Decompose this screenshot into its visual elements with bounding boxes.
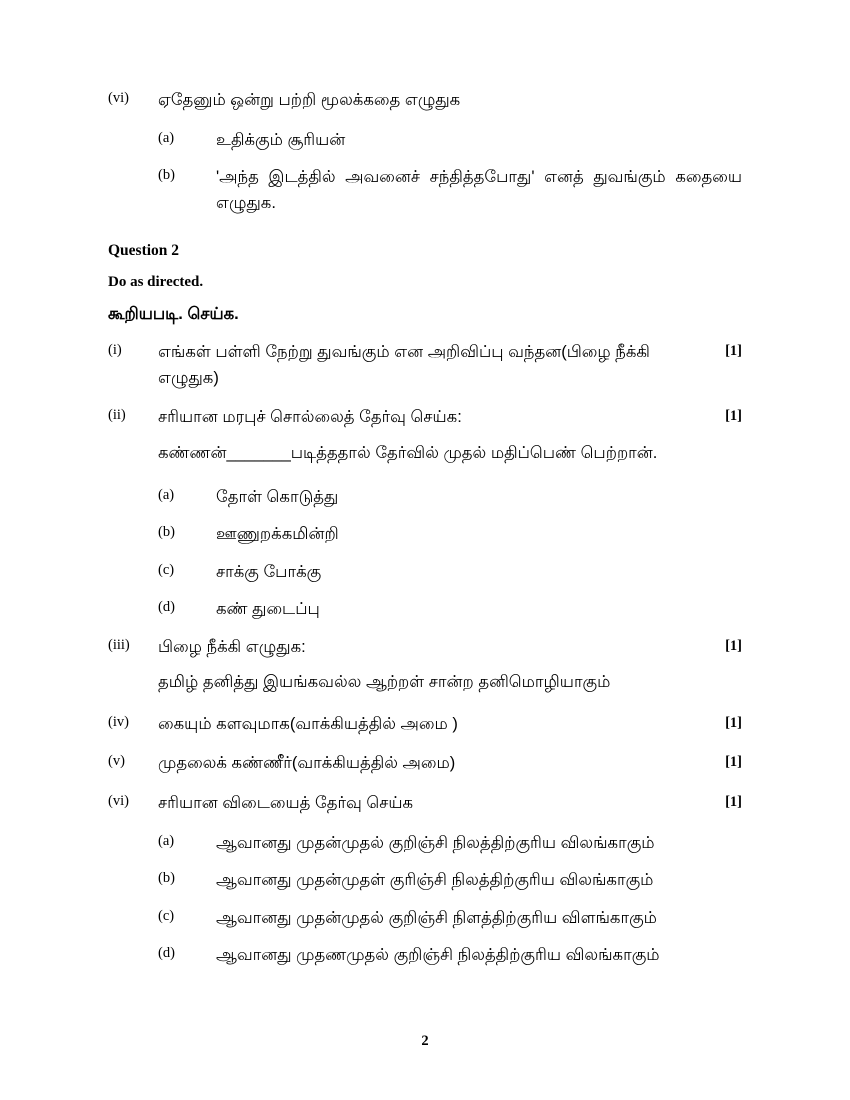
question-title: Question 2 xyxy=(108,242,180,260)
item-marker: (v) xyxy=(108,753,125,770)
option-item xyxy=(108,831,742,857)
option-item xyxy=(108,522,742,548)
option-text: ஊணுறக்கமின்றி xyxy=(216,525,339,544)
option-text: 'அந்த இடத்தில் அவனைச் சந்தித்தபோது' எனத் துவங்கும் கதையை எழுதுக. xyxy=(216,168,742,212)
option-marker: (b) xyxy=(158,524,175,541)
option-item xyxy=(108,868,742,894)
item-stem: தமிழ் தனித்து இயங்கவல்ல ஆற்றள் சான்ற தனிமொழியாகும் xyxy=(158,673,611,692)
option-text: கண் துடைப்பு xyxy=(216,600,320,619)
option-text: தோள் கொடுத்து xyxy=(216,487,339,506)
page-number: 2 xyxy=(421,1033,429,1049)
item-marker: (ii) xyxy=(108,407,126,424)
question-item xyxy=(108,751,742,777)
item-marker: (iii) xyxy=(108,636,130,653)
item-marker: (i) xyxy=(108,342,122,359)
option-text: சாக்கு போக்கு xyxy=(216,562,322,581)
question-item xyxy=(108,88,742,114)
option-marker: (b) xyxy=(158,870,175,887)
option-marker: (d) xyxy=(158,945,175,962)
item-marker: (vi) xyxy=(108,793,129,809)
item-text: கையும் களவுமாக(வாக்கியத்தில் அமை ) xyxy=(158,714,458,733)
instruction-english: Do as directed. xyxy=(108,274,204,291)
instruction-tamil: கூறியபடி. செய்க. xyxy=(108,305,239,324)
option-item xyxy=(108,597,742,623)
item-marker: (vi) xyxy=(108,90,129,106)
item-marks: [1] xyxy=(725,794,742,810)
item-text: சரியான மரபுச் சொல்லைத் தேர்வு செய்க: xyxy=(158,408,462,427)
option-item xyxy=(108,485,742,511)
option-marker: (c) xyxy=(158,561,175,578)
option-text: ஆவானது முதன்முதல் குறிஞ்சி நிளத்திற்குரிய விளங்காகும் xyxy=(216,908,657,927)
option-marker: (a) xyxy=(158,832,175,849)
option-marker: (b) xyxy=(158,167,175,184)
option-marker: (c) xyxy=(158,907,175,924)
item-text: முதலைக் கண்ணீர்(வாக்கியத்தில் அமை) xyxy=(158,754,456,773)
item-text: பிழை நீக்கி எழுதுக: xyxy=(158,637,306,656)
option-text: ஆவானது முதன்முதல் குறிஞ்சி நிலத்திற்குரிய விலங்காகும் xyxy=(216,833,655,852)
option-text: ஆவானது முதன்முதள் குரிஞ்சி நிலத்திற்குரிய விலங்காகும் xyxy=(216,871,654,890)
option-item xyxy=(108,128,742,154)
option-text: ஆவானது முதணமுதல் குறிஞ்சி நிலத்திற்குரிய விலங்காகும் xyxy=(216,946,660,965)
item-text: சரியான விடையைத் தேர்வு செய்க xyxy=(158,794,414,812)
item-marks: [1] xyxy=(725,637,742,654)
item-text: ஏதேனும் ஒன்று பற்றி மூலக்கதை எழுதுக xyxy=(158,91,461,109)
item-stem: கண்ணன்_______படித்ததால் தேர்வில் முதல் மதிப்பெண் பெற்றான். xyxy=(158,443,658,462)
question-item xyxy=(108,635,742,661)
item-marks: [1] xyxy=(725,408,742,425)
page-content xyxy=(108,88,742,969)
item-text: எங்கள் பள்ளி நேற்று துவங்கும் என அறிவிப்பு வந்தன(பிழை நீக்கி எழுதுக) xyxy=(158,343,650,387)
option-item xyxy=(108,165,742,216)
option-text: உதிக்கும் சூரியன் xyxy=(216,130,346,149)
question-item xyxy=(108,712,742,738)
option-item xyxy=(108,943,742,969)
item-marks: [1] xyxy=(725,714,742,731)
option-marker: (d) xyxy=(158,599,175,616)
option-item xyxy=(108,906,742,932)
question-item xyxy=(108,405,742,431)
item-marks: [1] xyxy=(725,754,742,771)
option-item xyxy=(108,560,742,586)
option-marker: (a) xyxy=(158,129,175,146)
item-marks: [1] xyxy=(725,343,742,360)
question-item xyxy=(108,791,742,817)
option-marker: (a) xyxy=(158,486,175,503)
question-item xyxy=(108,340,742,391)
item-marker: (iv) xyxy=(108,713,129,730)
